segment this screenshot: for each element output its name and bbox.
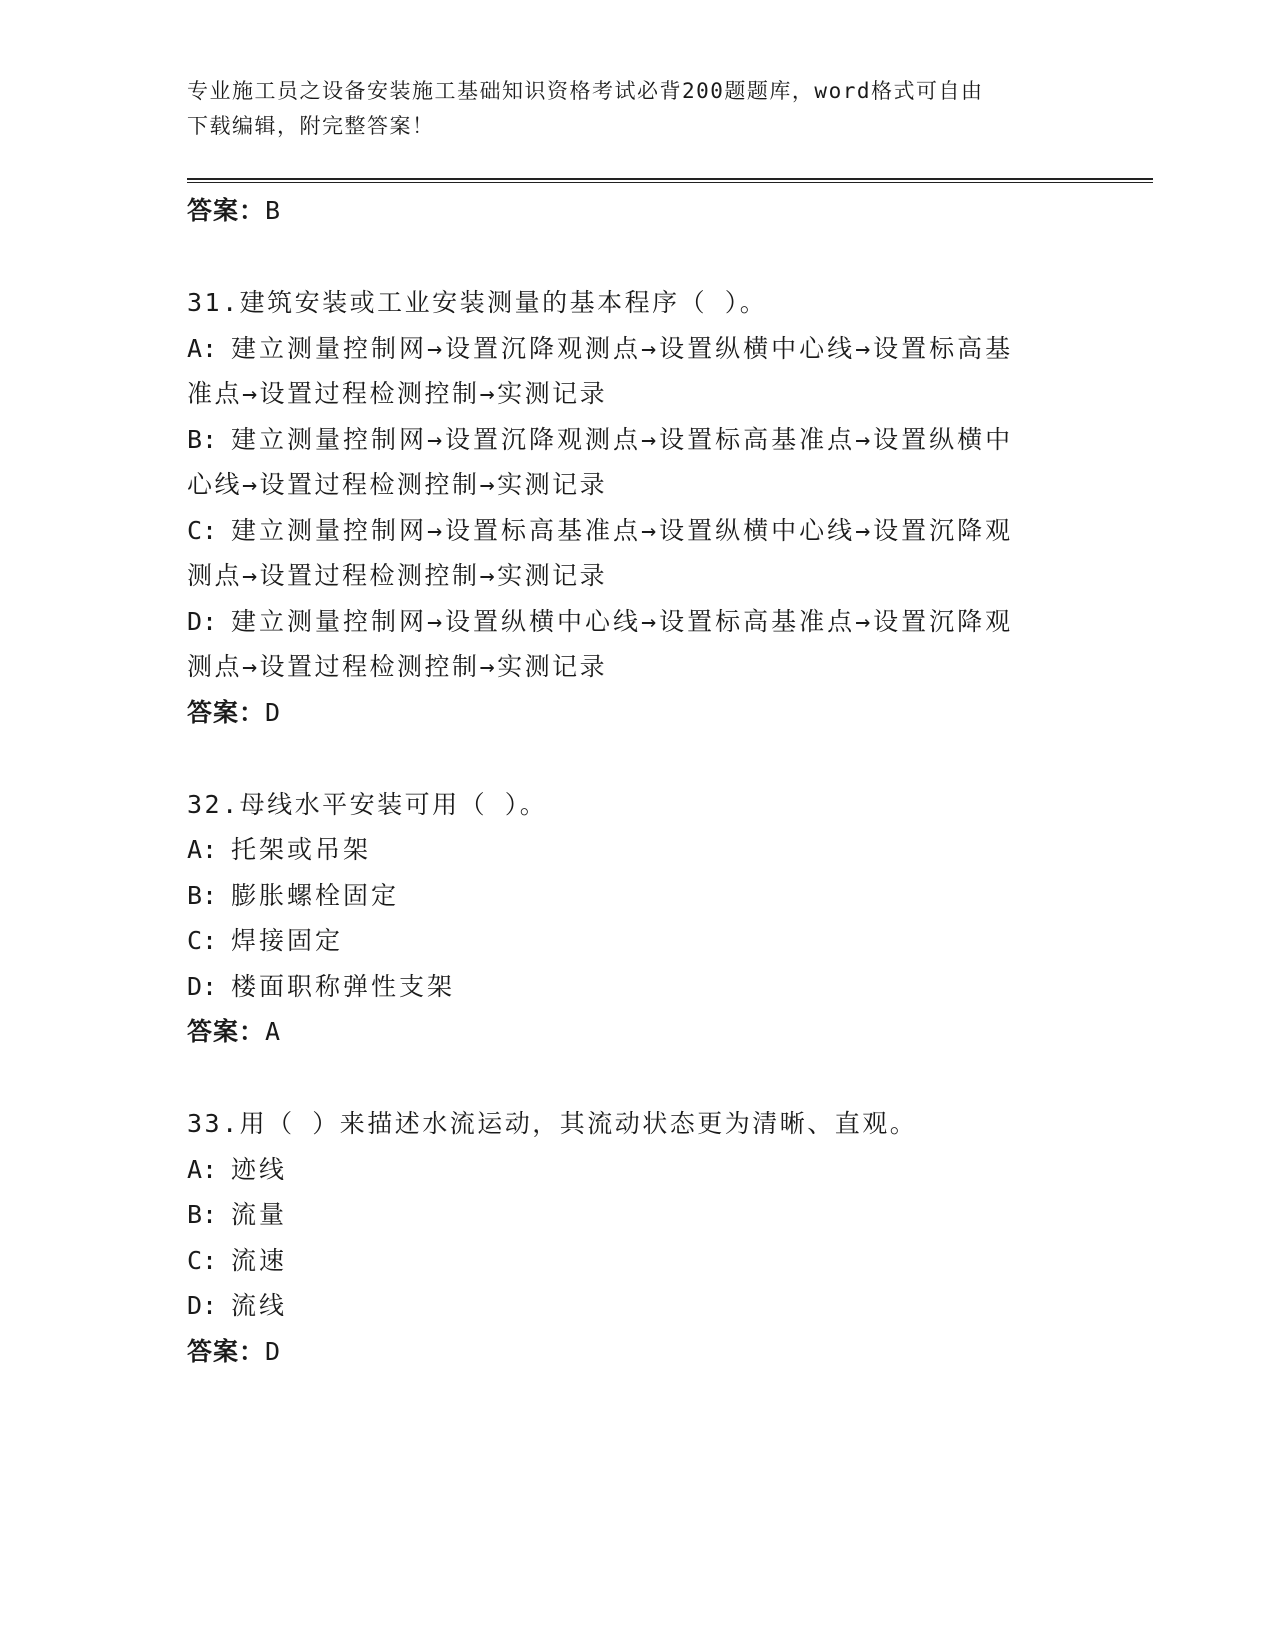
option-key: C:	[187, 515, 218, 545]
question-stem: 32.母线水平安装可用（ ）。	[187, 789, 548, 819]
document-header	[187, 74, 1067, 144]
question-list	[187, 188, 1087, 1374]
option-text: 焊接固定	[231, 926, 344, 955]
option-a	[187, 1147, 1087, 1193]
answer	[187, 1329, 1087, 1374]
option-d-continuation: 测点→设置过程检测控制→实测记录	[187, 652, 608, 681]
option-key: D:	[187, 606, 218, 636]
option-text-line: 建立测量控制网→设置纵横中心线→设置标高基准点→设置沉降观	[231, 606, 1014, 636]
option-c	[187, 1238, 1087, 1284]
option-text	[231, 508, 1087, 554]
spacer	[187, 1054, 1087, 1101]
option-text: 流速	[231, 1245, 288, 1275]
question-block	[187, 280, 1087, 735]
option-text	[231, 417, 1087, 463]
option-text: 楼面职称弹性支架	[231, 971, 456, 1001]
answer-label: 答案：	[187, 697, 266, 727]
option-b-continuation: 心线→设置过程检测控制→实测记录	[187, 470, 608, 499]
header-line-2: 下载编辑，附完整答案！	[187, 114, 435, 138]
option-key: B:	[187, 880, 218, 910]
option-key: B:	[187, 424, 218, 454]
option-b	[187, 417, 1087, 463]
option-key: A:	[187, 333, 218, 363]
option-text-line: 建立测量控制网→设置沉降观测点→设置纵横中心线→设置标高基	[231, 333, 1014, 363]
option-a-continuation: 准点→设置过程检测控制→实测记录	[187, 379, 608, 408]
header-line-1: 专业施工员之设备安装施工基础知识资格考试必背200题题库，word格式可自由	[187, 79, 984, 103]
answer	[187, 690, 1087, 735]
option-text: 流线	[231, 1291, 288, 1320]
option-text-line: 建立测量控制网→设置沉降观测点→设置标高基准点→设置纵横中	[231, 424, 1014, 454]
question-stem: 33.用（ ）来描述水流运动，其流动状态更为清晰、直观。	[187, 1109, 918, 1138]
question-block	[187, 1101, 1087, 1374]
option-a	[187, 827, 1087, 873]
option-c	[187, 508, 1087, 554]
option-c	[187, 918, 1087, 964]
option-key: C:	[187, 1245, 218, 1275]
spacer	[187, 233, 1087, 280]
option-text-line: 建立测量控制网→设置标高基准点→设置纵横中心线→设置沉降观	[231, 515, 1014, 545]
option-text: 托架或吊架	[231, 835, 372, 864]
option-text: 膨胀螺栓固定	[231, 880, 400, 910]
answer-value: A	[265, 1017, 282, 1046]
option-text	[231, 326, 1087, 372]
option-c-continuation: 测点→设置过程检测控制→实测记录	[187, 561, 608, 590]
option-d	[187, 599, 1087, 645]
option-key: A:	[187, 835, 218, 864]
option-b	[187, 1192, 1087, 1238]
option-a	[187, 326, 1087, 372]
answer-label: 答案：	[187, 1336, 266, 1366]
question-block	[187, 782, 1087, 1055]
spacer	[187, 735, 1087, 782]
option-d	[187, 1283, 1087, 1329]
answer-value: D	[265, 1336, 282, 1366]
option-b	[187, 873, 1087, 919]
option-key: D:	[187, 971, 218, 1001]
previous-answer	[187, 188, 1087, 233]
answer	[187, 1009, 1087, 1054]
option-text: 流量	[231, 1200, 288, 1229]
option-key: A:	[187, 1154, 218, 1184]
question-stem: 31.建筑安装或工业安装测量的基本程序（ ）。	[187, 288, 768, 317]
option-key: C:	[187, 926, 218, 955]
option-d	[187, 964, 1087, 1010]
option-text	[231, 599, 1087, 645]
answer-label: 答案：	[187, 196, 266, 225]
option-text: 迹线	[231, 1154, 288, 1184]
answer-label: 答案：	[187, 1017, 266, 1046]
header-divider	[187, 178, 1153, 183]
answer-value: D	[265, 697, 282, 727]
option-key: B:	[187, 1200, 218, 1229]
option-key: D:	[187, 1291, 218, 1320]
answer-value: B	[265, 196, 282, 225]
